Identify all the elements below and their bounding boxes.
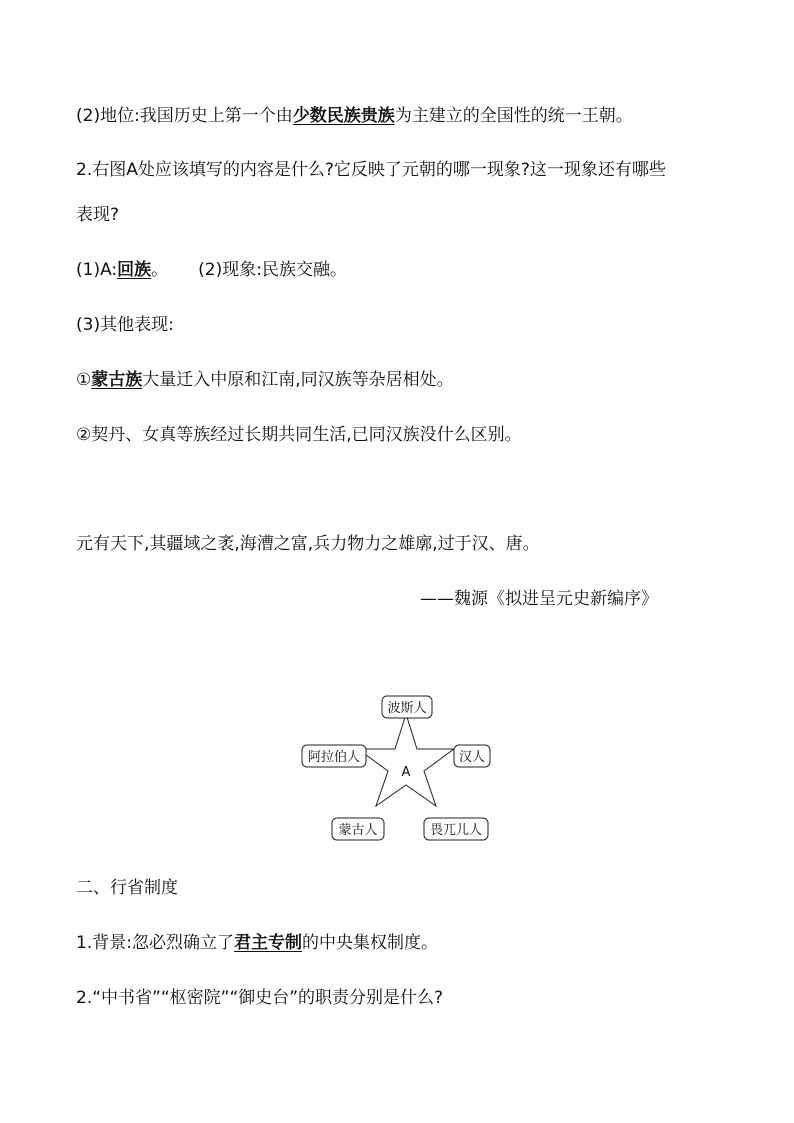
manifestation-item-1 <box>76 368 454 392</box>
question-2-line-2: 表现? <box>76 205 120 225</box>
manifestation-item-2: ②契丹、女真等族经过长期共同生活,已同汉族没什么区别。 <box>76 425 522 445</box>
background-text: 1.背景:忽必烈确立了 <box>76 933 234 953</box>
answer-line-1 <box>76 258 347 282</box>
label-persian: 波斯人 <box>387 701 427 716</box>
status-text: (2)地位:我国历史上第一个由 <box>76 106 293 126</box>
label-han: 汉人 <box>458 750 486 765</box>
section-2-heading: 二、行省制度 <box>76 878 178 898</box>
answer-a-value: 回族 <box>117 260 152 280</box>
background-text-end: 的中央集权制度。 <box>301 933 438 953</box>
item-1-answer: 蒙古族 <box>91 370 143 390</box>
quote-source: ——魏源《拟进呈元史新编序》 <box>420 589 658 609</box>
background-answer: 君主专制 <box>233 933 302 953</box>
quote-text: 元有天下,其疆域之袤,海漕之富,兵力物力之雄廓,过于汉、唐。 <box>76 534 540 554</box>
star-shape <box>358 714 454 806</box>
other-manifestations-label: (3)其他表现: <box>76 315 174 335</box>
answer-a-end: 。 <box>151 260 169 280</box>
question-institutions: 2.“中书省”“枢密院”“御史台”的职责分别是什么? <box>76 988 444 1008</box>
label-arab: 阿拉伯人 <box>307 750 361 765</box>
status-text-end: 为主建立的全国性的统一王朝。 <box>394 106 633 126</box>
label-uyghur: 畏兀儿人 <box>429 823 483 838</box>
background-paragraph <box>76 931 438 955</box>
answer-phenomenon: (2)现象:民族交融。 <box>198 260 347 280</box>
ethnic-groups-star-diagram <box>300 692 500 842</box>
item-1-marker: ① <box>76 370 92 390</box>
item-1-text: 大量迁入中原和江南,同汉族等杂居相处。 <box>142 370 454 390</box>
star-center-label: A <box>401 765 411 780</box>
question-2-line-1: 2.右图A处应该填写的内容是什么?它反映了元朝的哪一现象?这一现象还有哪些 <box>76 160 666 180</box>
status-paragraph <box>76 104 633 128</box>
status-answer: 少数民族贵族 <box>292 106 395 126</box>
answer-a-label: (1)A: <box>76 260 118 280</box>
label-mongol: 蒙古人 <box>338 823 378 838</box>
